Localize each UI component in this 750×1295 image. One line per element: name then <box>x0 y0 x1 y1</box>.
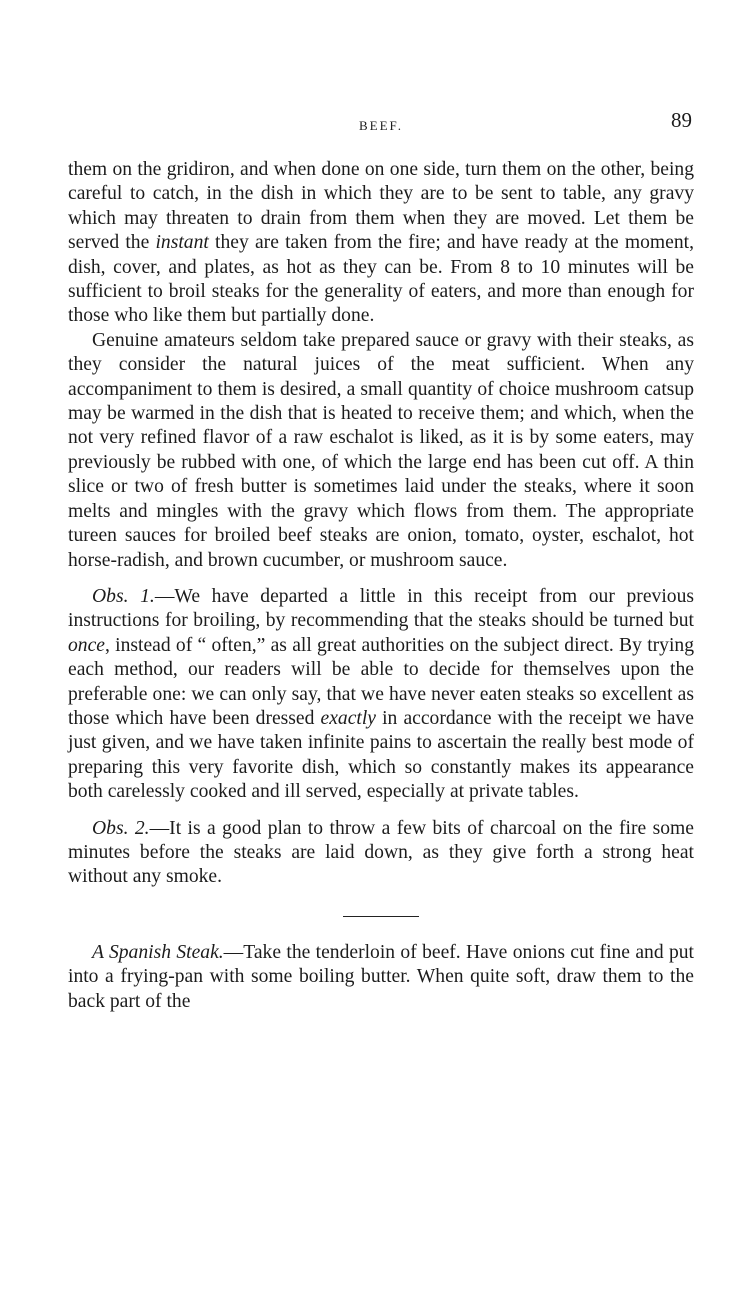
obs-2-label: Obs. 2. <box>92 817 150 839</box>
paragraph-obs-1 <box>68 585 694 805</box>
paragraph-gridiron-continued <box>68 158 694 329</box>
text-run: Genuine amateurs seldom take prepared sauce or gravy with their steaks, as they consider the natural juices of the meat sufficient. When any accompaniment to them is desired, a small quantity of choice mushroom catsup may be warmed in the dish that is heated to receive them; and which, when the not very refined flavor of a raw eschalot is liked, as it is by some eaters, may previously be rubbed with one, of which the large end has been cut off. A thin slice or two of fresh butter is sometimes laid under the steaks, where it soon melts and mingles with the gravy which flows from them. The appropriate tureen sauces for broiled beef steaks are onion, tomato, oyster, eschalot, hot horse-radish, and brown cucumber, or mushroom sauce. <box>68 329 694 571</box>
text-run: in accordance with the receipt we have just given, and we have taken infinite pains to ascertain the really best mode of preparing this very favorite dish, which so constantly makes its appearance both carelessly cooked and ill served, especially at private tables. <box>68 707 694 803</box>
page-number: 89 <box>671 108 692 132</box>
running-title: BEEF. <box>359 118 403 133</box>
text-run: , instead of “ often,” as all great authorities on the subject direct. By trying each method, our readers will be able to decide for themselves upon the preferable one: we can only say, that we have never eaten steaks so excellent as those which have been dressed <box>68 634 694 729</box>
text-run: them on the gridiron, and when done on one side, turn them on the other, being careful to catch, in the dish in which they are to be sent to table, any gravy which may threaten to drain from them when they are moved. Let them be served the <box>68 159 694 254</box>
text-run: —We have departed a little in this receipt from our previous instructions for broiling, by recommending that the steaks should be turned but <box>68 585 694 632</box>
obs-1-label: Obs. 1. <box>92 585 155 607</box>
paragraph-sauces <box>68 329 694 573</box>
italic-run: exactly <box>320 707 376 729</box>
page-body <box>68 158 694 1014</box>
text-run: —Take the tenderloin of beef. Have onions cut fine and put into a frying-pan with some boiling butter. When quite soft, draw them to the back part of the <box>68 941 694 1012</box>
paragraph-spanish-steak <box>68 941 694 1014</box>
recipe-title: A Spanish Steak. <box>92 941 224 963</box>
italic-run: once <box>68 634 105 656</box>
text-run: —It is a good plan to throw a few bits of charcoal on the fire some minutes before the steaks are laid down, as they give forth a strong heat without any smoke. <box>68 817 694 888</box>
text-run: they are taken from the fire; and have ready at the moment, dish, cover, and plates, as hot as they can be. From 8 to 10 minutes will be sufficient to broil steaks for the generality of eaters, and more than enough for those who like them but partially done. <box>68 232 694 327</box>
section-divider <box>343 916 419 917</box>
paragraph-obs-2 <box>68 817 694 890</box>
italic-run: instant <box>155 232 209 254</box>
